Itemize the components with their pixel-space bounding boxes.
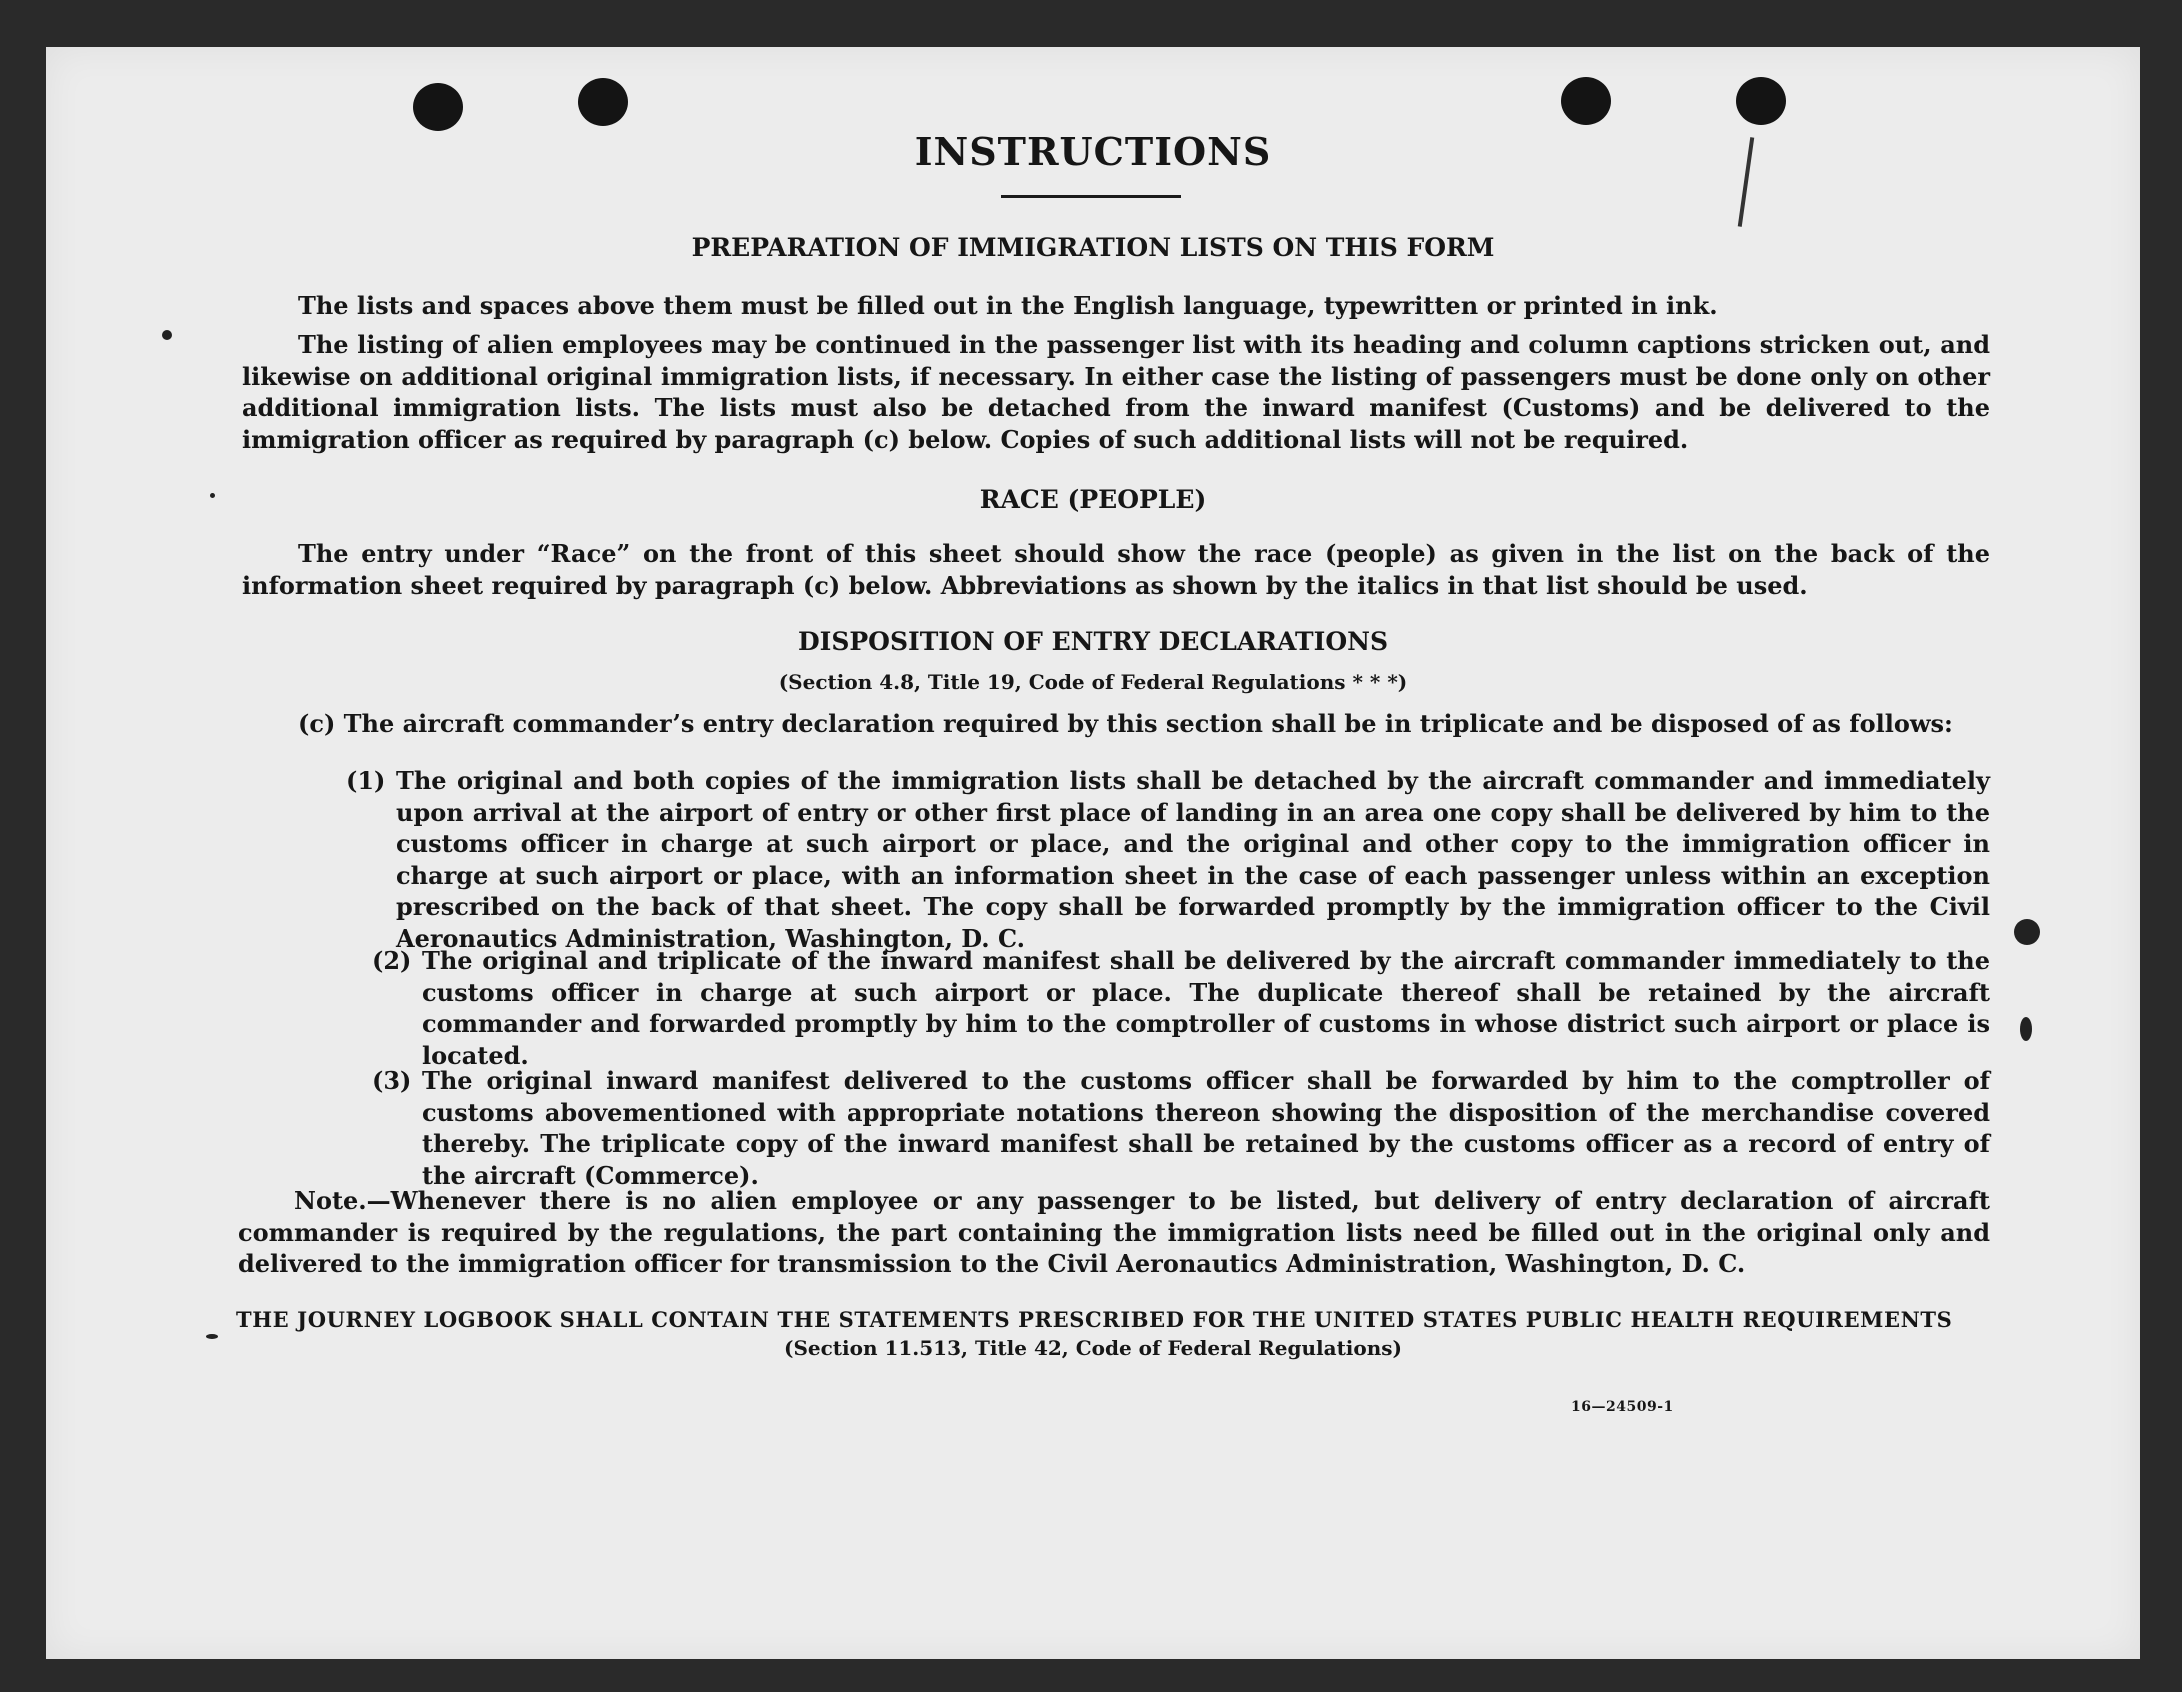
list-item-text: The original and both copies of the immigration lists shall be detached by the aircraft commander and immediately upon arrival at the airport of entry or other first place of landing in an area one copy shall be delivered by him to the customs officer in charge at such airport or place, and the original and other copy to the immigration officer in charge at such airport or place, with an information sheet in the case of each passenger unless within an exception prescribed on the back of that sheet. The copy shall be forwarded promptly by the immigration officer to the Civil Aeronautics Administration, Washington, D. C. bbox=[396, 766, 1990, 953]
heading-preparation: PREPARATION OF IMMIGRATION LISTS ON THIS FORM bbox=[691, 233, 1495, 262]
list-item-number: (2) bbox=[372, 946, 412, 975]
list-item-2 bbox=[372, 945, 1990, 1071]
ink-speck bbox=[162, 330, 172, 340]
logbook-line-2: (Section 11.513, Title 42, Code of Federal Regulations) bbox=[783, 1336, 1403, 1360]
ink-speck bbox=[2020, 1017, 2032, 1041]
punch-hole-2 bbox=[578, 78, 628, 126]
title-underline bbox=[1001, 195, 1181, 198]
ink-speck bbox=[2014, 919, 2040, 945]
punch-hole-1 bbox=[413, 83, 463, 131]
note-paragraph: Note.—Whenever there is no alien employee or any passenger to be listed, but delivery of entry declaration of aircraft commander is required by the regulations, the part containing the immigration lists need be filled out in the original only and delivered to the immigration officer for transmission to the Civil Aeronautics Administration, Washington, D. C. bbox=[238, 1186, 1990, 1278]
logbook-statement bbox=[236, 1307, 1953, 1360]
list-item-3 bbox=[372, 1065, 1990, 1191]
page-title: INSTRUCTIONS bbox=[914, 129, 1272, 174]
logbook-line-1: THE JOURNEY LOGBOOK SHALL CONTAIN THE STATEMENTS PRESCRIBED FOR THE UNITED STATES PUBLIC HEALTH REQUIREMENTS bbox=[236, 1307, 1953, 1332]
list-item-text: The original and triplicate of the inward manifest shall be delivered by the aircraft commander immediately to the customs officer in charge at such airport or place. The duplicate thereof shall be retained by the aircraft commander and forwarded promptly by him to the comptroller of customs in whose district such airport or place is located. bbox=[422, 946, 1990, 1070]
punch-hole-3 bbox=[1561, 77, 1611, 125]
subheading-section-4-8: (Section 4.8, Title 19, Code of Federal Regulations * * *) bbox=[778, 670, 1408, 694]
ink-speck bbox=[210, 493, 215, 498]
punch-hole-4 bbox=[1736, 77, 1786, 125]
heading-disposition: DISPOSITION OF ENTRY DECLARATIONS bbox=[797, 627, 1389, 656]
paragraph-race: The entry under “Race” on the front of this sheet should show the race (people) as given in the list on the back of the information sheet required by paragraph (c) below. Abbreviations as shown by the italics in that list should be used. bbox=[242, 539, 1990, 600]
paragraph-language: The lists and spaces above them must be filled out in the English language, typewritten or printed in ink. bbox=[298, 291, 1718, 320]
list-item-number: (1) bbox=[346, 766, 386, 795]
ink-speck bbox=[206, 1334, 218, 1339]
list-item-text: The original inward manifest delivered to the customs officer shall be forwarded by him to the comptroller of customs abovementioned with appropriate notations thereon showing the disposition of the merchandise covered thereby. The triplicate copy of the inward manifest shall be retained by the customs officer as a record of entry of the aircraft (Commerce). bbox=[422, 1066, 1990, 1190]
paragraph-alien-employees: The listing of alien employees may be continued in the passenger list with its heading and column captions stricken out, and likewise on additional original immigration lists, if necessary. In either case the listing of passengers must be done only on other additional immigration lists. The lists must also be detached from the inward manifest (Customs) and be delivered to the immigration officer as required by paragraph (c) below. Copies of such additional lists will not be required. bbox=[242, 330, 1990, 454]
form-number: 16—24509-1 bbox=[1571, 1399, 1674, 1415]
heading-race: RACE (PEOPLE) bbox=[979, 485, 1207, 514]
list-item-1 bbox=[346, 765, 1990, 954]
document-page bbox=[46, 47, 2140, 1659]
list-item-number: (3) bbox=[372, 1066, 412, 1095]
paragraph-c-intro: (c) The aircraft commander’s entry declaration required by this section shall be in triplicate and be disposed of as follows: bbox=[298, 709, 1953, 738]
